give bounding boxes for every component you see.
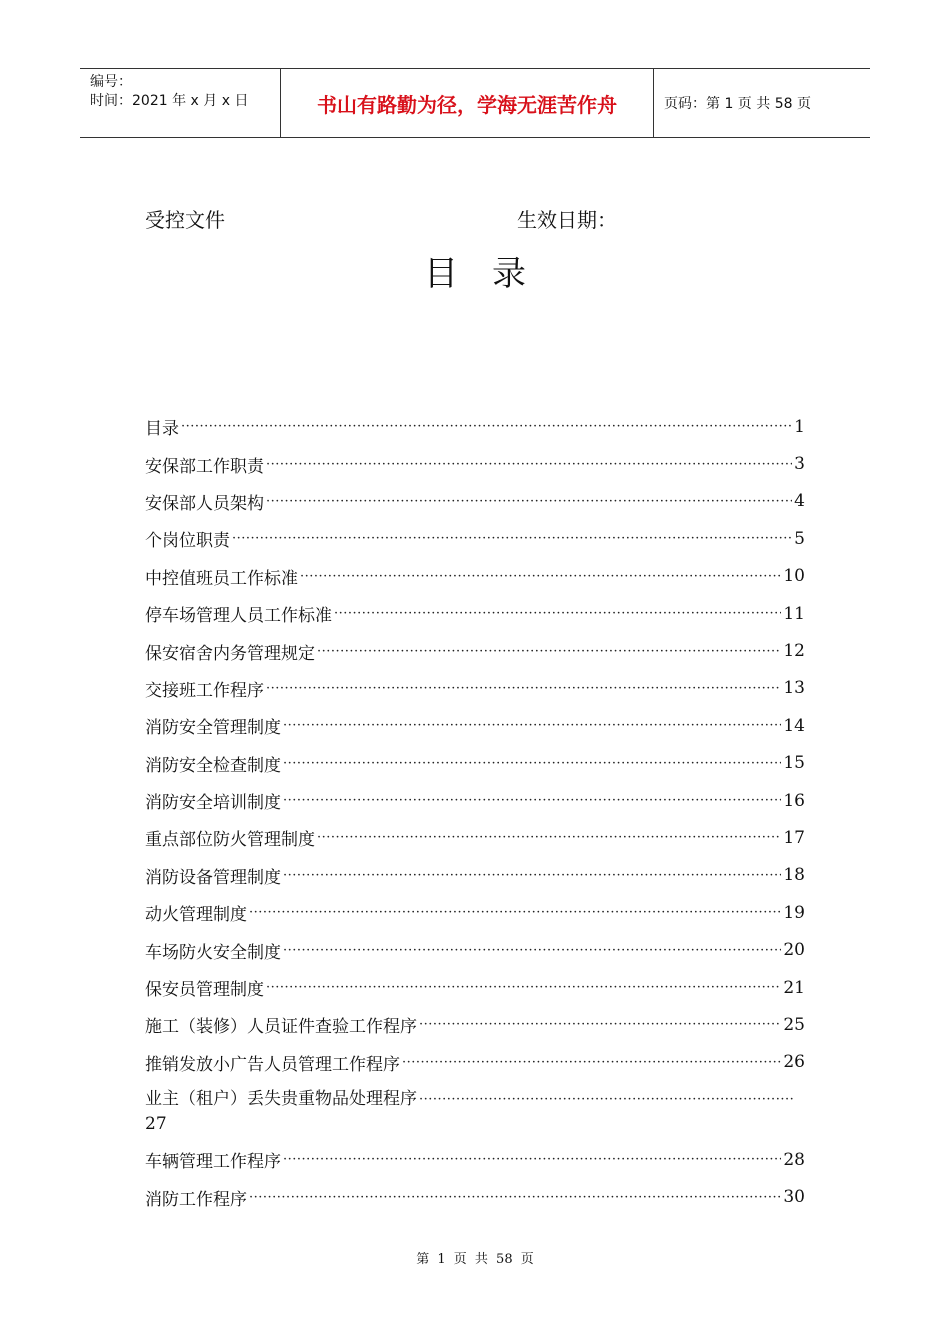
toc-entry-title: 重点部位防火管理制度 — [145, 830, 315, 851]
toc-leader-dots — [402, 1055, 781, 1070]
table-of-contents — [145, 408, 805, 1216]
time-label: 时间：2021 年 x 月 x 日 — [90, 93, 249, 109]
toc-entry-title: 消防安全检查制度 — [145, 755, 281, 776]
toc-entry[interactable] — [145, 857, 805, 894]
toc-entry-page: 25 — [783, 1014, 805, 1035]
toc-entry[interactable] — [145, 782, 805, 819]
toc-entry-title: 消防工作程序 — [145, 1189, 247, 1210]
toc-entry-page: 11 — [783, 603, 805, 624]
toc-entry-title: 安保部人员架构 — [145, 493, 264, 514]
toc-entry-title: 保安宿舍内务管理规定 — [145, 643, 315, 664]
toc-entry-page: 27 — [145, 1114, 167, 1135]
toc-leader-dots — [283, 756, 781, 771]
toc-leader-dots — [266, 494, 792, 509]
toc-leader-dots — [266, 980, 781, 995]
toc-entry-title: 消防安全培训制度 — [145, 793, 281, 814]
toc-entry-title: 车辆管理工作程序 — [145, 1152, 281, 1173]
toc-entry[interactable] — [145, 670, 805, 707]
toc-entry[interactable] — [145, 483, 805, 520]
toc-leader-dots — [317, 830, 781, 845]
toc-entry[interactable] — [145, 819, 805, 856]
toc-entry-title: 目录 — [145, 419, 179, 440]
toc-leader-dots — [232, 531, 792, 546]
toc-leader-dots — [249, 905, 781, 920]
toc-entry[interactable] — [145, 558, 805, 595]
toc-entry-page: 28 — [783, 1149, 805, 1170]
toc-entry-title: 消防设备管理制度 — [145, 867, 281, 888]
toc-entry[interactable] — [145, 707, 805, 744]
toc-leader-dots — [317, 644, 781, 659]
toc-leader-dots — [300, 569, 781, 584]
toc-entry-title: 保安员管理制度 — [145, 980, 264, 1001]
toc-entry[interactable] — [145, 595, 805, 632]
toc-entry-title: 停车场管理人员工作标准 — [145, 606, 332, 627]
toc-entry-title: 施工（装修）人员证件查验工作程序 — [145, 1017, 417, 1038]
header-meta — [80, 69, 281, 137]
toc-entry-title: 个岗位职责 — [145, 531, 230, 552]
toc-entry[interactable] — [145, 520, 805, 557]
toc-entry-page: 4 — [794, 491, 805, 512]
toc-entry-title: 业主（租户）丢失贵重物品处理程序 — [145, 1089, 417, 1110]
toc-entry-page: 15 — [783, 753, 805, 774]
header-page-info: 页码：第 1 页 共 58 页 — [664, 96, 811, 112]
toc-entry-page: 18 — [783, 865, 805, 886]
toc-leader-dots — [283, 718, 781, 733]
number-label: 编号： — [90, 74, 132, 90]
toc-leader-dots — [419, 1017, 781, 1032]
toc-entry-page: 10 — [783, 566, 805, 587]
toc-entry[interactable] — [145, 408, 805, 445]
toc-entry-title: 消防安全管理制度 — [145, 718, 281, 739]
toc-entry-title: 推销发放小广告人员管理工作程序 — [145, 1054, 400, 1075]
toc-entry-title: 中控值班员工作标准 — [145, 568, 298, 589]
toc-entry-page: 12 — [783, 641, 805, 662]
toc-entry-page: 26 — [783, 1052, 805, 1073]
page-header — [80, 68, 870, 138]
toc-entry[interactable] — [145, 445, 805, 482]
toc-leader-dots — [266, 457, 792, 472]
toc-entry-title: 安保部工作职责 — [145, 456, 264, 477]
effective-date-label: 生效日期： — [517, 208, 617, 232]
toc-leader-dots — [283, 793, 781, 808]
toc-leader-dots — [283, 1152, 781, 1167]
toc-entry-page: 17 — [783, 827, 805, 848]
toc-entry-page: 5 — [794, 528, 805, 549]
toc-leader-dots — [266, 681, 781, 696]
toc-entry[interactable] — [145, 894, 805, 931]
toc-entry[interactable] — [145, 1178, 805, 1215]
toc-entry-title: 动火管理制度 — [145, 905, 247, 926]
toc-leader-dots — [419, 1087, 793, 1112]
toc-entry[interactable] — [145, 632, 805, 669]
header-motto: 书山有路勤为径，学海无涯苦作舟 — [281, 69, 654, 137]
toc-entry[interactable] — [145, 1081, 805, 1141]
toc-leader-dots — [334, 606, 781, 621]
toc-entry-page: 14 — [783, 715, 805, 736]
document-title: 目录 — [424, 254, 560, 294]
toc-entry-page: 16 — [783, 790, 805, 811]
toc-entry-page: 1 — [794, 416, 805, 437]
toc-entry[interactable] — [145, 969, 805, 1006]
controlled-document-label: 受控文件 — [145, 208, 225, 232]
toc-entry-title: 车场防火安全制度 — [145, 942, 281, 963]
page-footer: 第 1 页 共 58 页 — [416, 1252, 534, 1267]
toc-entry[interactable] — [145, 1141, 805, 1178]
toc-entry-page: 13 — [783, 678, 805, 699]
toc-leader-dots — [283, 868, 781, 883]
toc-entry-title: 交接班工作程序 — [145, 680, 264, 701]
toc-entry-page: 3 — [794, 454, 805, 475]
toc-entry-page: 19 — [783, 902, 805, 923]
toc-leader-dots — [283, 943, 781, 958]
toc-entry-page: 20 — [783, 940, 805, 961]
toc-entry[interactable] — [145, 1006, 805, 1043]
toc-entry[interactable] — [145, 1044, 805, 1081]
toc-entry-page: 21 — [783, 977, 805, 998]
toc-entry[interactable] — [145, 745, 805, 782]
toc-leader-dots — [249, 1190, 781, 1205]
toc-entry[interactable] — [145, 931, 805, 968]
toc-leader-dots — [181, 419, 792, 434]
toc-entry-page: 30 — [783, 1187, 805, 1208]
